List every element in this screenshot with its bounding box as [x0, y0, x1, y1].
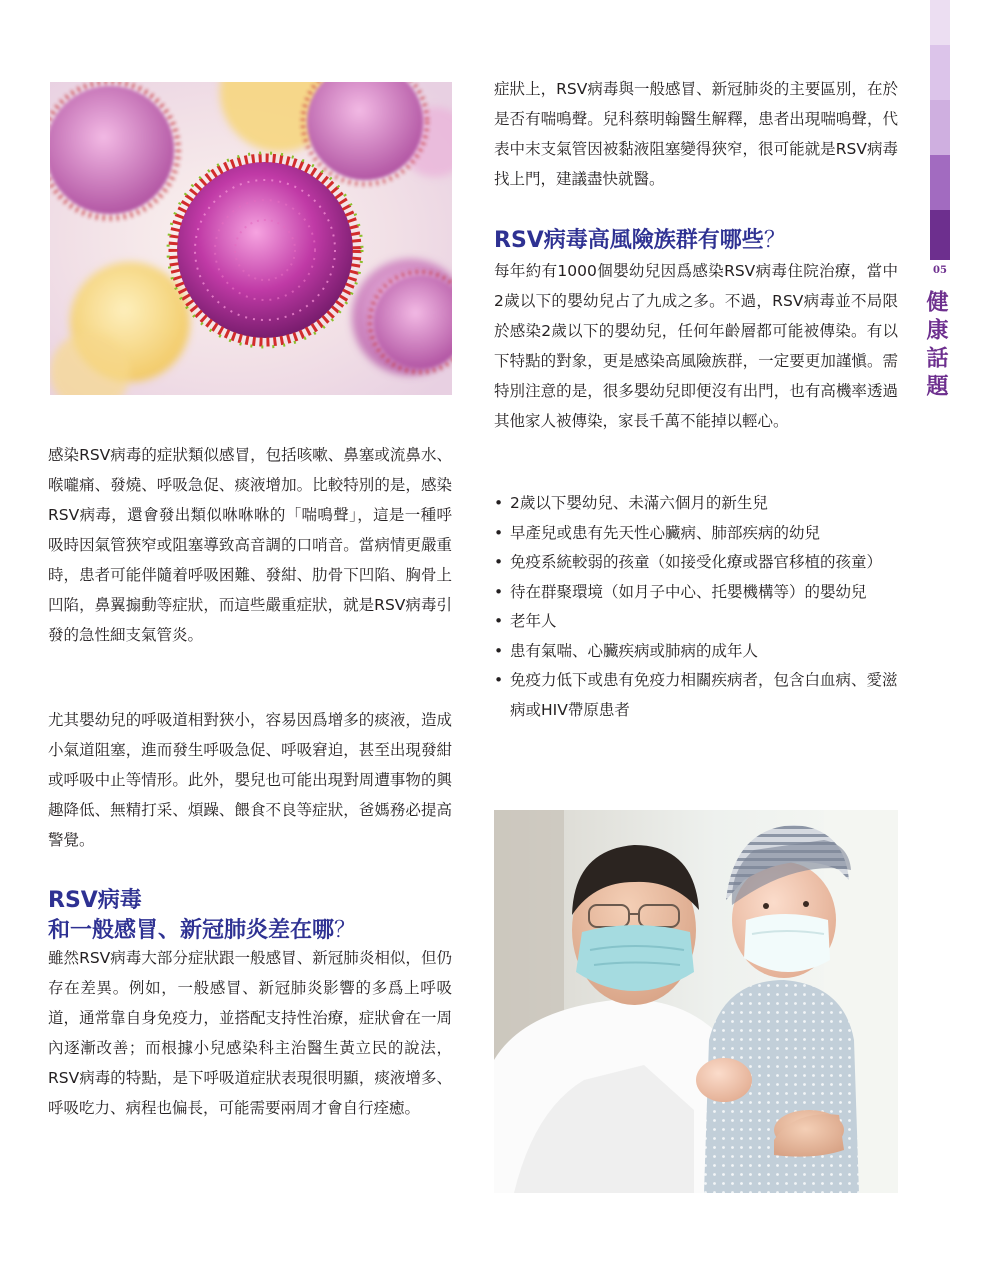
risk-heading-mark: ？	[763, 228, 786, 253]
list-item: • 免疫力低下或患有免疫力相關疾病者，包含白血病、愛滋病或HIV帶原患者	[494, 666, 898, 725]
list-item: • 患有氣喘、心臟疾病或肺病的成年人	[494, 637, 898, 667]
comparison-heading	[48, 886, 452, 946]
virus-image	[50, 82, 452, 395]
comparison-heading-line2	[48, 916, 452, 946]
intro-paragraph: 感染RSV病毒的症狀類似感冒，包括咳嗽、鼻塞或流鼻水、喉嚨痛、發燒、呼吸急促、痰液增加。比較特別的是，感染RSV病毒，還會發出類似咻咻咻的「喘鳴聲」，這是一種呼吸時因氣管狹窄或阻塞導致高音調的口哨音。當病情更嚴重時，患者可能伴隨着呼吸困難、發紺、肋骨下凹陷、胸骨上凹陷，鼻翼搧動等症狀，而這些嚴重症狀，就是RSV病毒引發的急性細支氣管炎。	[48, 446, 452, 644]
comparison-paragraph: 雖然RSV病毒大部分症狀跟一般感冒、新冠肺炎相似，但仍存在差異。例如，一般感冒、新冠肺炎影響的多爲上呼吸道，通常靠自身免疫力，並搭配支持性治療，症狀會在一周內逐漸改善；而根據小兒感染科主治醫生黃立民的說法，RSV病毒的特點，是下呼吸道症狀表現很明顯，痰液增多、呼吸吃力、病程也偏長，可能需要兩周才會自行痊癒。	[48, 949, 452, 1117]
tab-segment-4	[930, 155, 950, 210]
list-item: • 早產兒或患有先天性心臟病、肺部疾病的幼兒	[494, 519, 898, 549]
list-item: • 免疫系統較弱的孩童（如接受化療或器官移植的孩童）	[494, 548, 898, 578]
risk-paragraph: 每年約有1000個嬰幼兒因爲感染RSV病毒住院治療，當中2歲以下的嬰幼兒占了九成之多。不過，RSV病毒並不局限於感染2歲以下的嬰幼兒，任何年齡層都可能被傳染。有以下特點的對象，更是感染高風險族群，一定要更加謹愼。需特別注意的是，很多嬰幼兒即便沒有出門，也有高機率透過其他家人被傳染，家長千萬不能掉以輕心。	[494, 262, 898, 430]
wheeze-paragraph: 症狀上，RSV病毒與一般感冒、新冠肺炎的主要區別，在於是否有喘鳴聲。兒科蔡明翰醫生解釋，患者出現喘鳴聲，代表中末支氣管因被黏液阻塞變得狹窄，很可能就是RSV病毒找上門，建議盡快就醫。	[494, 80, 898, 188]
family-image	[494, 810, 898, 1193]
comparison-heading-mark: ？	[334, 918, 357, 943]
comparison-heading-line1: RSV病毒	[48, 888, 142, 913]
risk-group-list	[494, 489, 898, 725]
tab-segment-3	[930, 100, 950, 155]
section-title: 健康話題	[923, 290, 949, 402]
virus-illustration	[50, 82, 452, 395]
masked-father-and-baby	[494, 810, 898, 1193]
list-item: • 待在群聚環境（如月子中心、托嬰機構等）的嬰幼兒	[494, 578, 898, 608]
tab-segment-1	[930, 0, 950, 45]
page-number: 05	[933, 265, 947, 276]
infant-paragraph: 尤其嬰幼兒的呼吸道相對狹小，容易因爲增多的痰液，造成小氣道阻塞，進而發生呼吸急促、呼吸窘迫，甚至出現發紺或呼吸中止等情形。此外，嬰兒也可能出現對周遭事物的興趣降低、無精打采、煩躁、餵食不良等症狀，爸媽務必提高警覺。	[48, 711, 452, 849]
tab-segment-2	[930, 45, 950, 100]
risk-heading-text: RSV病毒高風險族群有哪些	[494, 228, 764, 253]
tab-segment-5	[930, 210, 950, 260]
list-item: • 老年人	[494, 607, 898, 637]
section-tab-strip	[930, 0, 950, 260]
risk-heading	[494, 226, 898, 256]
list-item: • 2歲以下嬰幼兒、未滿六個月的新生兒	[494, 489, 898, 519]
comparison-heading-text: 和一般感冒、新冠肺炎差在哪	[48, 918, 335, 943]
